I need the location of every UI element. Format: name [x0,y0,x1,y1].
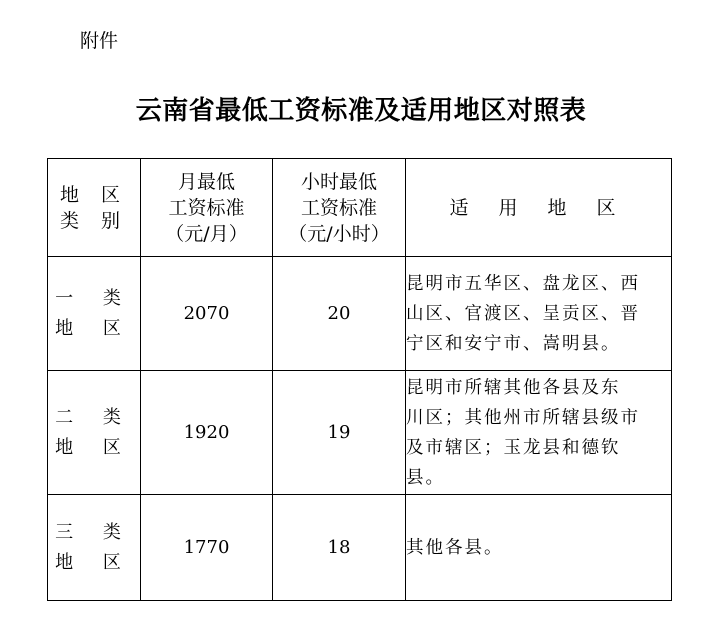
row-category: 一 类 地 区 [48,257,141,371]
row-applicable-areas: 其他各县。 [406,495,672,601]
row-monthly-wage: 1770 [141,495,273,601]
table-row [48,257,672,371]
row-applicable-areas: 昆明市所辖其他各县及东 川区；其他州市所辖县级市 及市辖区；玉龙县和德钦 县。 [406,371,672,495]
table-header-row [48,159,672,257]
header-monthly-wage: 月最低 工资标准 （元/月） [141,159,273,257]
row-monthly-wage: 1920 [141,371,273,495]
header-applicable-areas: 适 用 地 区 [406,159,672,257]
row-hourly-wage: 18 [273,495,406,601]
table-row [48,495,672,601]
row-monthly-wage: 2070 [141,257,273,371]
row-applicable-areas: 昆明市五华区、盘龙区、西 山区、官渡区、呈贡区、晋 宁区和安宁市、嵩明县。 [406,257,672,371]
header-area-category: 地 区 类 别 [48,159,141,257]
wage-standard-table [47,158,672,601]
attachment-label: 附件 [80,30,119,52]
table-row [48,371,672,495]
header-hourly-wage: 小时最低 工资标准 （元/小时） [273,159,406,257]
row-category: 三 类 地 区 [48,495,141,601]
document-title: 云南省最低工资标准及适用地区对照表 [135,96,587,126]
row-category: 二 类 地 区 [48,371,141,495]
row-hourly-wage: 20 [273,257,406,371]
row-hourly-wage: 19 [273,371,406,495]
